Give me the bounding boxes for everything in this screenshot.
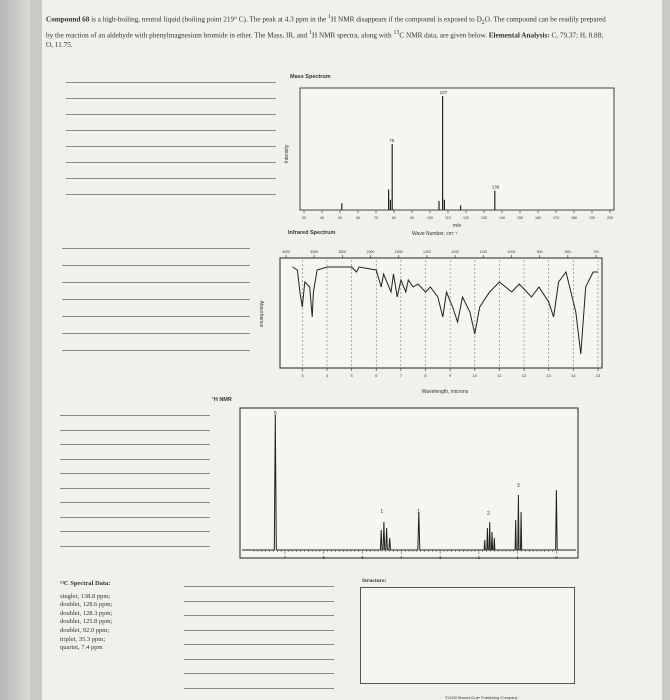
ir-tick-label: 13 bbox=[546, 373, 551, 378]
mass-tick-label: 200 bbox=[607, 216, 613, 220]
c13-item: doublet, 128.3 ppm; bbox=[60, 609, 113, 617]
answer-line[interactable] bbox=[66, 178, 276, 179]
hnmr-tick-label: 2 bbox=[477, 555, 481, 560]
hnmr-peak-label: 3 bbox=[516, 483, 520, 489]
mass-y-label: Intensity bbox=[284, 144, 290, 164]
mass-tick-label: 110 bbox=[445, 216, 451, 220]
ir-tick-label: 8 bbox=[424, 373, 427, 378]
ir-tick-label: 7 bbox=[399, 373, 402, 378]
answer-line[interactable] bbox=[60, 517, 210, 518]
ir-top-tick-label: 700 bbox=[593, 250, 599, 254]
c13-header: ¹³C Spectral Data: bbox=[60, 580, 111, 587]
ir-x-label: Wavelength, microns bbox=[421, 389, 469, 395]
answer-line[interactable] bbox=[66, 194, 276, 195]
answer-line[interactable] bbox=[60, 546, 210, 547]
answer-line[interactable] bbox=[62, 282, 250, 283]
answer-line[interactable] bbox=[62, 333, 250, 334]
ir-tick-label: 15 bbox=[595, 373, 601, 378]
answer-line[interactable] bbox=[60, 415, 210, 416]
answer-line[interactable] bbox=[60, 459, 210, 460]
mass-peak-label: 107 bbox=[439, 90, 448, 95]
answer-line[interactable] bbox=[66, 98, 276, 99]
mass-plot-frame bbox=[300, 88, 614, 210]
answer-line[interactable] bbox=[60, 473, 210, 474]
answer-line[interactable] bbox=[62, 299, 250, 300]
c13-data bbox=[60, 580, 112, 653]
hnmr-tick-label: 4 bbox=[400, 555, 403, 560]
c13-item: quartet, 7.4 ppm bbox=[60, 644, 103, 652]
mass-tick-label: 80 bbox=[392, 216, 396, 220]
mass-tick-label: 190 bbox=[589, 216, 595, 220]
mass-peak-label: 79 bbox=[389, 137, 395, 143]
mass-tick-label: 130 bbox=[481, 216, 487, 220]
elemental-analysis-label: Elemental Analysis: bbox=[488, 31, 550, 40]
ir-tick-label: 11 bbox=[497, 373, 502, 378]
copyright: ©2000 Brooks/Cole Publishing Company bbox=[445, 695, 518, 700]
page-shadow bbox=[0, 0, 30, 700]
answer-line[interactable] bbox=[60, 488, 210, 489]
hnmr-peak-label: 1 bbox=[417, 509, 421, 515]
answer-line[interactable] bbox=[66, 82, 276, 83]
c13-item: doublet, 92.0 ppm; bbox=[60, 626, 110, 634]
c13-item: doublet, 125.8 ppm; bbox=[60, 618, 113, 626]
ir-top-tick-label: 1100 bbox=[479, 250, 488, 254]
ir-tick-label: 9 bbox=[449, 373, 452, 378]
hnmr-title: ¹H NMR bbox=[212, 397, 232, 403]
mass-spectrum-title: Mass Spectrum bbox=[290, 74, 331, 80]
answer-line[interactable] bbox=[66, 162, 276, 163]
answer-line[interactable] bbox=[184, 644, 334, 645]
ir-top-tick-label: 1000 bbox=[507, 250, 516, 254]
mass-tick-label: 90 bbox=[410, 216, 414, 220]
mass-tick-label: 120 bbox=[463, 216, 469, 220]
ir-top-tick-label: 900 bbox=[536, 250, 543, 254]
hnmr-chart bbox=[234, 405, 584, 570]
hnmr-peak-label: 1 bbox=[380, 509, 384, 515]
hnmr-tick-label: 1 bbox=[516, 555, 519, 560]
answer-line[interactable] bbox=[184, 586, 334, 587]
problem-statement: Compound 68 is a high-boiling, neutral liquid (boiling point 219° C). The peak at 4.3 ppm in the $^1$H NMR disappears if the compound is exposed to $D_2O$. The compound can be readily prepared by the reaction of an aldehyde with phenylmagnesium bromide in ether. The Mass, IR, and $^1$H NMR spectra, along with $^{13}$C NMR data, are given below. Elemental Analysis: C, 79.37; H, 8.88; O, 11.75. bbox=[46, 14, 606, 50]
mass-spectrum-chart bbox=[276, 84, 616, 234]
answer-line[interactable] bbox=[184, 630, 334, 631]
mass-tick-label: 140 bbox=[499, 216, 505, 220]
hnmr-tick-label: 7 bbox=[283, 555, 287, 560]
ir-top-axis-label: Wave Number, cm⁻¹ bbox=[412, 231, 458, 237]
ir-tick-label: 4 bbox=[325, 373, 329, 378]
mass-tick-label: 60 bbox=[356, 216, 360, 220]
answer-line[interactable] bbox=[66, 130, 276, 131]
answer-line[interactable] bbox=[184, 659, 334, 660]
mass-tick-label: 160 bbox=[535, 216, 541, 220]
structure-answer-box[interactable] bbox=[360, 587, 575, 684]
ir-tick-label: 14 bbox=[571, 373, 576, 378]
ir-title: Infrared Spectrum bbox=[288, 230, 336, 236]
c13-item: doublet, 128.6 ppm; bbox=[60, 601, 113, 609]
ir-top-tick-label: 800 bbox=[564, 250, 571, 254]
answer-line[interactable] bbox=[62, 350, 250, 351]
answer-line[interactable] bbox=[66, 114, 276, 115]
mass-x-label: m/e bbox=[452, 223, 462, 229]
mass-peak-label: 136 bbox=[491, 184, 500, 190]
answer-line[interactable] bbox=[66, 146, 276, 147]
compound-label: Compound 68 bbox=[46, 15, 90, 24]
ir-top-tick-label: 1500 bbox=[394, 250, 403, 254]
answer-line[interactable] bbox=[184, 688, 334, 689]
mass-tick-label: 70 bbox=[374, 216, 378, 220]
ir-top-tick-label: 1200 bbox=[451, 250, 459, 254]
mass-tick-label: 170 bbox=[553, 216, 559, 220]
ir-tick-label: 5 bbox=[350, 373, 353, 378]
c13-item: triplet, 35.3 ppm; bbox=[60, 635, 106, 643]
structure-label: Structure: bbox=[362, 578, 387, 584]
ir-tick-label: 6 bbox=[375, 373, 378, 378]
mass-tick-label: 100 bbox=[427, 216, 433, 220]
ir-top-tick-label: 4000 bbox=[282, 250, 290, 254]
ir-top-tick-label: 2000 bbox=[366, 250, 375, 254]
ir-tick-label: 12 bbox=[521, 373, 527, 378]
hnmr-peak-label: 5 bbox=[273, 411, 277, 417]
answer-line[interactable] bbox=[62, 248, 250, 249]
ir-tick-label: 10 bbox=[472, 373, 478, 378]
mass-ticks bbox=[302, 210, 613, 220]
answer-line[interactable] bbox=[60, 430, 210, 431]
ir-tick-label: 3 bbox=[301, 373, 304, 378]
answer-line[interactable] bbox=[60, 531, 210, 532]
mass-tick-label: 40 bbox=[320, 216, 324, 220]
c13-item: singlet, 138.8 ppm; bbox=[60, 592, 111, 600]
answer-line[interactable] bbox=[62, 316, 250, 317]
ir-y-label: Absorbance bbox=[258, 300, 264, 328]
hnmr-tick-label: 0 bbox=[555, 555, 558, 560]
answer-line[interactable] bbox=[62, 265, 250, 266]
hnmr-tick-label: 5 bbox=[361, 555, 364, 560]
answer-line[interactable] bbox=[60, 502, 210, 503]
ir-top-tick-label: 3000 bbox=[310, 250, 319, 254]
ir-top-ticks bbox=[282, 250, 599, 258]
mass-tick-label: 30 bbox=[302, 216, 306, 220]
mass-tick-label: 50 bbox=[338, 216, 342, 220]
mass-tick-label: 150 bbox=[517, 216, 523, 220]
ir-top-tick-label: 2500 bbox=[338, 250, 347, 254]
hnmr-peak-label: 2 bbox=[487, 511, 490, 517]
answer-line[interactable] bbox=[60, 444, 210, 445]
mass-tick-label: 180 bbox=[571, 216, 577, 220]
answer-line[interactable] bbox=[184, 673, 334, 674]
hnmr-tick-label: 3 bbox=[438, 555, 442, 560]
answer-line[interactable] bbox=[184, 615, 334, 616]
ir-top-tick-label: 1300 bbox=[423, 250, 431, 254]
ir-spectrum-chart bbox=[250, 238, 610, 398]
answer-line[interactable] bbox=[184, 601, 334, 602]
hnmr-tick-label: 6 bbox=[322, 555, 326, 560]
hnmr-plot-frame bbox=[240, 408, 578, 558]
